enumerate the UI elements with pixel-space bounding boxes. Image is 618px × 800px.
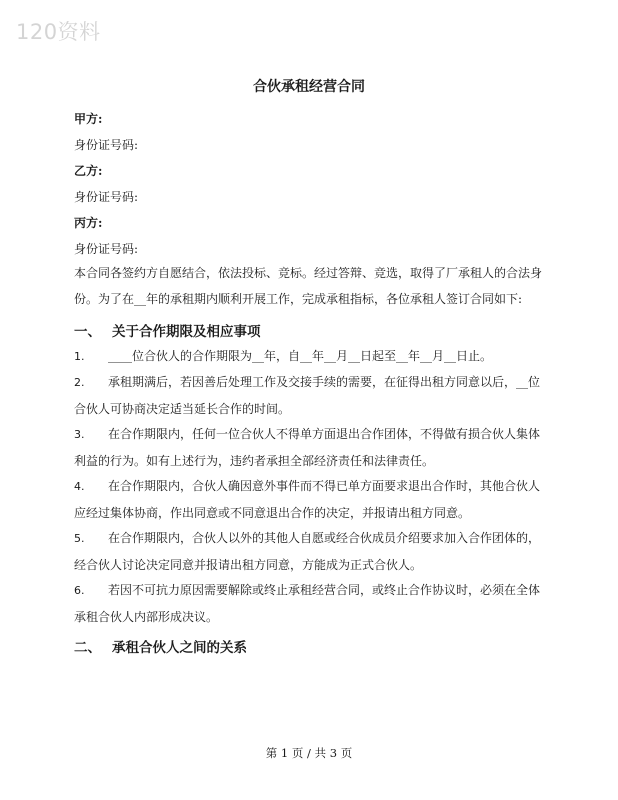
clause-number: 5. <box>74 532 85 545</box>
party-c-label: 丙方: <box>74 216 103 230</box>
intro-paragraph: 本合同各签约方自愿结合，依法投标、竞标。经过答辩、竞选，取得了厂承租人的合法身份。为了在__年的承租期内顺利开展工作，完成承租指标，各位承租人签订合同如下: <box>74 266 543 306</box>
clause-item <box>74 525 550 578</box>
watermark: 120资料 <box>16 20 101 44</box>
clause-number: 4. <box>74 480 85 493</box>
clause-number: 2. <box>74 376 85 389</box>
document-title: 合伙承租经营合同 <box>253 79 365 95</box>
party-b-label: 乙方: <box>74 164 103 178</box>
party-a-id-label: 身份证号码: <box>74 138 139 152</box>
party-b-id-label: 身份证号码: <box>74 190 139 204</box>
clause-number: 1. <box>74 350 85 363</box>
party-a-label: 甲方: <box>74 112 103 126</box>
clause-number: 3. <box>74 428 85 441</box>
clause-text: 若因不可抗力原因需要解除或终止承租经营合同，或终止合作协议时，必须在全体承租合伙人内部形成决议。 <box>74 583 541 624</box>
section-2-number: 二、 <box>74 640 101 656</box>
clause-item <box>74 343 550 370</box>
clause-text: 在合作期限内，合伙人以外的其他人自愿或经合伙成员介绍要求加入合作团体的，经合伙人讨论决定同意并报请出租方同意，方能成为正式合伙人。 <box>74 531 541 572</box>
section-2-heading <box>74 636 247 656</box>
clause-item <box>74 369 550 422</box>
page-footer: 第 1 页 / 共 3 页 <box>265 746 353 760</box>
clause-item <box>74 577 550 630</box>
section-1-number: 一、 <box>74 324 101 340</box>
section-2-title: 承租合伙人之间的关系 <box>112 640 247 656</box>
clause-item <box>74 421 550 474</box>
clause-text: 在合作期限内，任何一位合伙人不得单方面退出合作团体，不得做有损合伙人集体利益的行为。如有上述行为，违约者承担全部经济责任和法律责任。 <box>74 427 541 468</box>
clause-text: 在合作期限内，合伙人确因意外事件而不得已单方面要求退出合作时，其他合伙人应经过集体协商，作出同意或不同意退出合作的决定，并报请出租方同意。 <box>74 479 541 520</box>
section-1-heading <box>74 320 261 340</box>
clause-number: 6. <box>74 584 85 597</box>
section-1-title: 关于合作期限及相应事项 <box>112 324 261 340</box>
clause-item <box>74 473 550 526</box>
party-c-id-label: 身份证号码: <box>74 242 139 256</box>
clause-text: ____位合伙人的合作期限为__年，自__年__月__日起至__年__月__日止。 <box>108 349 493 363</box>
clause-text: 承租期满后，若因善后处理工作及交接手续的需要，在征得出租方同意以后，__位合伙人可协商决定适当延长合作的时间。 <box>74 375 541 416</box>
